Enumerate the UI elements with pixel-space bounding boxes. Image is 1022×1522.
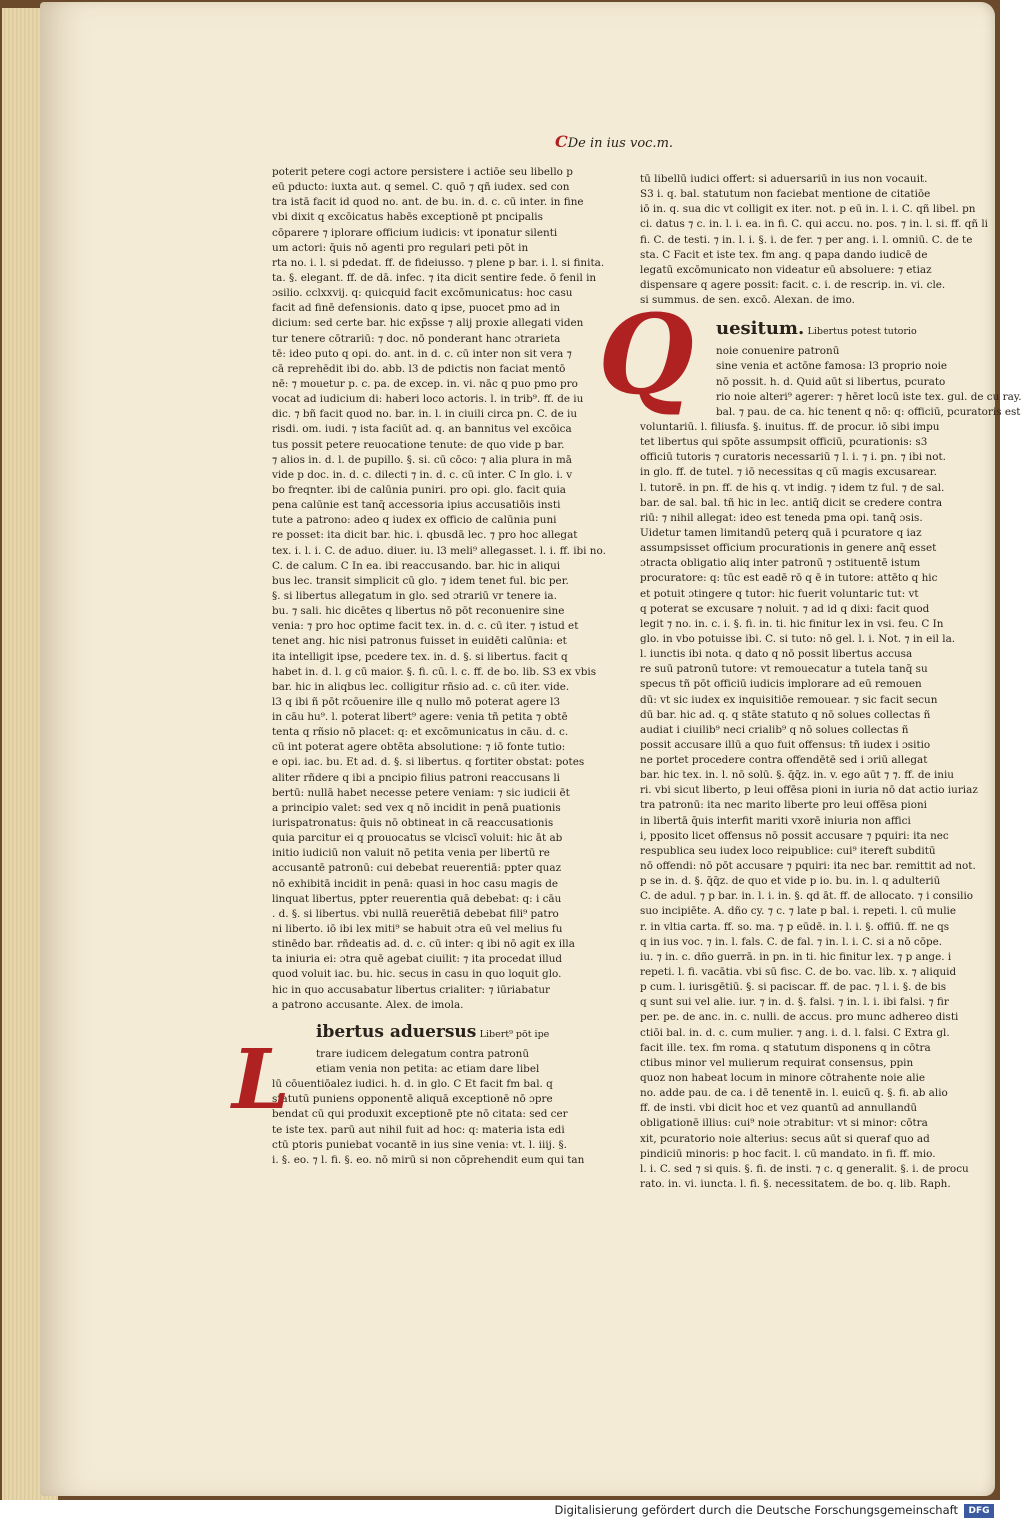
left-column <box>272 165 606 1168</box>
text-line: bar. de sal. bal. tñ hic in lec. antiq̄ dicit se credere contra <box>640 496 943 509</box>
text-line: tute a patrono: adeo q iudex ex officio de calūnia puni <box>272 514 557 527</box>
right-heading-gloss: Libertus potest tutorio <box>807 326 917 338</box>
text-line: ctū ptoris puniebat vocantē in ius sine venia: vt. l. iiij. §. <box>272 1138 567 1151</box>
text-line: riū: ⁊ nihil allegat: ideo est teneda pma opi. tanq̄ ɔsis. <box>640 511 923 524</box>
text-line: linquat libertus, ppter reuerentia quā debebat: q: i cāu <box>272 892 562 905</box>
text-line: quoz non habeat locum in minore cōtrahente noie alie <box>640 1072 926 1085</box>
text-line: initio iudiciū non valuit nō petita venia per libertū re <box>272 847 550 860</box>
text-line: a principio valet: sed vex q nō incidit in penā puationis <box>272 801 561 814</box>
right-column-after <box>640 344 1022 1192</box>
text-line: tenet ang. hic nisi patronus fuisset in euidēti calūnia: et <box>272 635 567 648</box>
text-line: C. de calum. C In ea. ibi reaccusando. bar. hic in aliqui <box>272 559 561 572</box>
text-line: e opi. iac. bu. Et ad. d. §. si libertus. q fortiter obstat: potes <box>272 756 585 769</box>
text-line: lū cōuentiōalez iudici. h. d. in glo. C Et facit fm bal. q <box>272 1078 553 1091</box>
text-line: venia: ⁊ pro hoc optime facit tex. in. d. c. cū iter. ⁊ istud et <box>272 620 579 633</box>
text-line: specus tñ pōt officiū iudicis implorare ad eū remouen <box>640 678 922 691</box>
text-line: ctibus minor vel mulierum requirat consensus, ppin <box>640 1056 914 1069</box>
initial-letter-q: Q <box>598 290 694 419</box>
text-line: legit ⁊ no. in. c. i. §. fi. in. ti. hic finitur lex in vsi. feu. C In <box>640 617 944 630</box>
text-line: audiat i ciuilib⁹ neci crialib⁹ q nō solues collectas ñ <box>640 723 909 736</box>
footer-bar <box>0 1500 1000 1522</box>
text-line: cā reprehēdit ibi do. abb. l3 de pdictis non faciat mentō <box>272 362 566 375</box>
text-line: nō possit. h. d. Quid aūt si libertus, pcurato <box>716 375 946 388</box>
text-line: ɔsilio. cclxxvij. q: quicquid facit excōmunicatus: hoc casu <box>272 287 573 300</box>
text-line: bar. hic in aliqbus lec. colligitur rñsio ad. c. cū iter. vide. <box>272 680 570 693</box>
text-line: trare iudicem delegatum contra patronū <box>316 1047 530 1060</box>
left-heading-text: ibertus aduersus <box>316 1021 477 1042</box>
text-line: bal. ⁊ pau. de ca. hic tenent q nō: q: officiū, pcuratoris est <box>716 405 1021 418</box>
text-line: re posset: ita dicit bar. hic. i. qbusdā lec. ⁊ pro hoc allegat <box>272 529 578 542</box>
text-line: rio noie alteri⁹ agerer: ⁊ hēret locū iste tex. gul. de cu ray. <box>716 390 1022 403</box>
text-line: ni liberto. iō ibi lex miti⁹ se habuit ɔtra eū vel melius fu <box>272 923 563 936</box>
text-line: tē: ideo puto q opi. do. ant. in d. c. cū inter non sit vera ⁊ <box>272 347 572 360</box>
dfg-logo: DFG <box>964 1504 994 1518</box>
text-line: p se in. d. §. q̄q̄z. de quo et vide p io. bu. in. l. q adulteriū <box>640 875 941 888</box>
text-line: i, pposito licet offensus nō possit accusare ⁊ pquiri: ita nec <box>640 829 949 842</box>
text-line: suo incipiēte. A. dño cy. ⁊ c. ⁊ late p bal. i. repeti. l. cū mulie <box>640 905 956 918</box>
text-line: um actori: q̄uis nō agenti pro regulari peti pōt in <box>272 241 529 254</box>
text-line: §. si libertus allegatum in glo. sed ɔtrariū vr tenere ia. <box>272 589 557 602</box>
text-line: q in ius voc. ⁊ in. l. fals. C. de fal. ⁊ in. l. i. C. si a nō cōpe. <box>640 935 943 948</box>
text-line: i. §. eo. ⁊ l. fi. §. eo. nō mirū si non cōprehendit eum qui tan <box>272 1153 585 1166</box>
text-line: stinēdo bar. rñdeatis ad. d. c. cū inter: q ibi nō agit ex illa <box>272 938 575 951</box>
text-line: legatū excōmunicato non videatur eū absoluere: ⁊ etiaz <box>640 263 932 276</box>
text-line: tur tenere cōtrariū: ⁊ doc. nō ponderant hanc ɔtrarieta <box>272 332 561 345</box>
text-line: q poterat se excusare ⁊ noluit. ⁊ ad id q dixi: facit quod <box>640 602 930 615</box>
text-line: tra patronū: ita nec marito liberte pro leui offēsa pioni <box>640 799 927 812</box>
left-section-heading <box>272 1017 570 1047</box>
text-line: a patrono accusante. Alex. de imola. <box>272 998 464 1011</box>
text-line: ff. de insti. vbi dicit hoc et vez quantū ad annullandū <box>640 1102 918 1115</box>
text-line: ⁊ alios in. d. l. de pupillo. §. si. cū cōco: ⁊ alia plura in mā <box>272 453 572 466</box>
text-line: dic. ⁊ bñ facit quod no. bar. in. l. in ciuili circa pn. C. de iu <box>272 408 578 421</box>
text-line: dicium: sed certe bar. hic exp̄sse ⁊ alij proxie allegati viden <box>272 317 584 330</box>
text-line: nō exhibitā incidit in penā: quasi in hoc casu magis de <box>272 877 559 890</box>
text-line: pindiciū minoris: p hoc facit. l. cū mandato. in fi. ff. mio. <box>640 1147 936 1160</box>
running-head-mark: C <box>555 132 568 151</box>
text-line: habet in. d. l. g cū maior. §. fi. cū. l. c. ff. de bo. lib. S3 ex vbis <box>272 665 597 678</box>
text-line: no. adde pau. de ca. i dē tenentē in. l. euicū q. §. fi. ab alio <box>640 1087 948 1100</box>
text-line: ɔtracta obligatio aliq inter patronū ⁊ ɔstituentē istum <box>640 557 921 570</box>
text-line: procuratore: q: tūc est eadē rō q ē in tutore: attēto q hic <box>640 572 938 585</box>
text-line: poterit petere cogi actore persistere i actiōe seu libello p <box>272 166 573 178</box>
text-line: noie conuenire patronū <box>716 345 840 358</box>
text-line: nō offendi: nō pōt accusare ⁊ pquiri: ita nec bar. remittit ad not. <box>640 860 976 873</box>
initial-letter-l: L <box>232 1032 290 1128</box>
text-line: eū pducto: iuxta aut. q semel. C. quō ⁊ qñ iudex. sed con <box>272 181 570 194</box>
text-line: aliter rñdere q ibi a pncipio filius patroni reaccusans li <box>272 771 560 784</box>
right-heading-text: uesitum. <box>716 318 805 340</box>
text-line: ita intelligit ipse, pcedere tex. in. d. §. si libertus. facit q <box>272 650 568 663</box>
text-line: bus lec. transit simplicit cū glo. ⁊ idem tenet ful. bic per. <box>272 574 569 587</box>
text-line: C. de adul. ⁊ p bar. in. l. i. in. §. qd āt. ff. de allocato. ⁊ i consilio <box>640 890 974 903</box>
text-line: l3 q ibi ñ pōt rcōuenire ille q nullo mō poterat agere l3 <box>272 695 561 708</box>
text-line: etiam venia non petita: ac etiam dare libel <box>316 1063 540 1076</box>
text-line: tenta q rñsio nō placet: q: et excōmunicatus in cāu. d. c. <box>272 726 569 739</box>
text-line: dū: vt sic iudex ex inquisitiōe remouear. ⁊ sic facit secun <box>640 693 938 706</box>
right-column-top <box>640 172 988 308</box>
text-line: l. iunctis ibi nota. q dato q nō possit libertus accusa <box>640 648 913 661</box>
text-line: ta. §. elegant. ff. de dā. infec. ⁊ ita dicit sentire fede. ō fenil in <box>272 271 597 284</box>
text-line: ctiōi bal. in. d. c. cum mulier. ⁊ ang. i. d. l. falsi. C Extra gl. <box>640 1026 950 1039</box>
text-line: in cāu hu⁹. l. poterat libert⁹ agere: venia tñ petita ⁊ obtē <box>272 711 568 724</box>
text-line: et potuit ɔtingere q tutor: hic fuerit voluntaric tut: vt <box>640 587 919 600</box>
text-line: nē: ⁊ mouetur p. c. pa. de excep. in. vi. nāc q puo pmo pro <box>272 377 578 390</box>
text-line: iu. ⁊ in. c. dño guerrā. in pn. in ti. hic finitur lex. ⁊ p ange. i <box>640 950 952 963</box>
text-line: glo. in vbo potuisse ibi. C. si tuto: nō gel. l. i. Not. ⁊ in eil la. <box>640 632 956 645</box>
text-line: l. tutorē. in pn. ff. de his q. vt indig. ⁊ idem tz ful. ⁊ de sal. <box>640 481 945 494</box>
text-line: bo freqnter. ibi de calūnia puniri. pro opi. glo. facit quia <box>272 483 566 496</box>
text-line: tra istā facit id quod no. ant. de bu. in. d. c. cū inter. in fine <box>272 196 584 209</box>
text-line: in libertā q̄uis interfit mariti vxorē iniuria non affici <box>640 814 911 827</box>
text-line: vide p doc. in. d. c. dilecti ⁊ in. d. c. cū inter. C In glo. i. v <box>272 468 573 481</box>
text-line: respublica seu iudex loco reipublice: cui⁹ itereft subditū <box>640 844 936 857</box>
text-line: quia parcitur ei q prouocatus se vlciscī voluit: hic āt ab <box>272 832 563 845</box>
text-line: officiū tutoris ⁊ curatoris necessariū ⁊ l. i. ⁊ i. pn. ⁊ ibi not. <box>640 451 946 464</box>
footer-credit: Digitalisierung gefördert durch die Deutsche Forschungsgemeinschaft <box>554 1503 958 1517</box>
left-column-after <box>272 1047 585 1168</box>
text-line: assumpsisset officium procurationis in genere anq̄ esset <box>640 542 937 555</box>
text-line: accusantē patronū: cui debebat reuerentiā: ppter quaz <box>272 862 562 875</box>
text-line: sta. C Facit et iste tex. fm ang. q papa dando iudicē de <box>640 248 928 261</box>
text-line: rta no. i. l. si pdedat. ff. de fideiusso. ⁊ plene p bar. i. l. si finita. <box>272 256 605 269</box>
left-column-body <box>272 165 606 1013</box>
text-line: dū bar. hic ad. q. q stāte statuto q nō solues collectas ñ <box>640 708 931 721</box>
text-line: tet libertus qui spōte assumpsit officiū, pcurationis: s3 <box>640 436 928 449</box>
text-line: S3 i. q. bal. statutum non faciebat mentione de citatiōe <box>640 188 931 201</box>
text-line: sine venia et actōne famosa: l3 proprio noie <box>716 360 948 373</box>
text-line: ci. datus ⁊ c. in. l. i. ea. in fi. C. qui accu. no. pos. ⁊ in. l. si. ff. qñ li <box>640 218 988 231</box>
text-line: voluntariū. l. filiusfa. §. inuitus. ff. de procur. iō sibi impu <box>640 420 940 433</box>
text-line: vocat ad iudicium di: haberi loco actoris. l. in trib⁹. ff. de iu <box>272 393 584 406</box>
text-line: per. pe. de anc. in. c. nulli. de accus. pro munc adhereo disti <box>640 1011 959 1024</box>
text-line: l. i. C. sed ⁊ si quis. §. fi. de insti. ⁊ c. q generalit. §. i. de procu <box>640 1162 969 1175</box>
text-line: re suū patronū tutore: vt remouecatur a tutela tanq̄ su <box>640 663 928 676</box>
text-line: bar. hic tex. in. l. nō solū. §. q̄q̄z. in. v. ego aūt ⁊ ⁊. ff. de iniu <box>640 769 954 782</box>
text-line: bertū: nullā habet necesse petere veniam: ⁊ sic iudicii ēt <box>272 786 570 799</box>
text-line: cōparere ⁊ iplorare officium iudicis: vt iponatur silenti <box>272 226 558 239</box>
text-line: bendat cū qui produxit exceptionē pte nō citata: sed cer <box>272 1108 568 1121</box>
text-line: obligationē illius: cui⁹ noie ɔtrabitur: vt si minor: cōtra <box>640 1117 928 1130</box>
text-line: iurispatronatus: q̄uis nō obtineat in cā reaccusationis <box>272 817 554 830</box>
text-line: tex. i. l. i. C. de aduo. diuer. iu. l3 meli⁹ allegasset. l. i. ff. ibi no. <box>272 544 606 557</box>
text-line: Uidetur tamen limitandū peterq quā i pcuratore q iaz <box>640 526 922 539</box>
text-line: p cum. l. iurisgētiū. §. si paciscar. ff. de pac. ⁊ l. i. §. de bis <box>640 981 947 994</box>
text-line: r. in vltia carta. ff. so. ma. ⁊ p eūdē. in. l. i. §. offiū. ff. ne qs <box>640 920 950 933</box>
text-line: te iste tex. parū aut nihil fuit ad hoc: q: materia ista edi <box>272 1123 565 1136</box>
text-line: repeti. l. fi. vacātia. vbi sū fisc. C. de bo. vac. lib. x. ⁊ aliquid <box>640 966 957 979</box>
text-line: in glo. ff. de tutel. ⁊ iō necessitas q cū magis excusarear. <box>640 466 937 479</box>
text-line: vbi dixit q excōicatus habēs exceptionē pt pncipalis <box>272 211 543 224</box>
text-line: statutū puniens opponentē aliquā exceptionē nō ɔpre <box>272 1093 553 1106</box>
text-line: ri. vbi sicut liberto, p leui offēsa pioni in iuria nō dat actio iuriaz <box>640 784 978 797</box>
text-line: si summus. de sen. excō. Alexan. de imo. <box>640 294 855 307</box>
left-heading-gloss: Libert⁹ pōt ipe <box>479 1028 550 1040</box>
running-head <box>555 132 675 154</box>
text-line: ta iniuria ei: ɔtra quē agebat ciuilit: ⁊ ita procedat illud <box>272 953 563 966</box>
text-line: iō in. q. sua dic vt colligit ex iter. not. p eū in. l. i. C. qñ libel. pn <box>640 203 976 216</box>
text-line: ne portet procedere contra offendētē sed i ɔriū allegat <box>640 754 928 767</box>
text-line: pena calūnie est tanq̄ accessoria ipius accusatiōis insti <box>272 499 561 512</box>
text-line: dispensare q agere possit: facit. c. i. de rescrip. in. vi. cle. <box>640 278 946 291</box>
text-line: cū int poterat agere obtēta absolutione: ⁊ iō fonte tutio: <box>272 741 566 754</box>
text-line: facit ille. tex. fm roma. q statutum disponens q in cōtra <box>640 1041 931 1054</box>
running-head-text: De in ius voc.m. <box>567 136 674 151</box>
text-line: possit accusare illū a quo fuit offensus: tñ iudex i ɔsitio <box>640 738 931 751</box>
text-line: risdi. om. iudi. ⁊ ista faciūt ad. q. an bannitus vel excōica <box>272 423 572 436</box>
text-line: q sunt sui vel alie. iur. ⁊ in. d. §. falsi. ⁊ in. l. i. ibi falsi. ⁊ fir <box>640 996 949 1009</box>
text-line: fi. C. de testi. ⁊ in. l. i. §. i. de fer. ⁊ per ang. i. l. omniū. C. de te <box>640 233 973 246</box>
text-line: bu. ⁊ sali. hic dicētes q libertus nō pōt reconuenire sine <box>272 605 565 618</box>
text-line: facit ad finē defensionis. dato q ipse, puocet pmo ad in <box>272 302 561 315</box>
text-line: xit, pcuratorio noie alterius: secus aūt si queraf quo ad <box>640 1132 930 1145</box>
text-line: tus possit petere reuocatione tenute: de quo vide p bar. <box>272 438 565 451</box>
text-line: tū libellū iudici offert: si aduersariū in ius non vocauit. <box>640 173 928 185</box>
text-line: quod voluit iac. bu. hic. secus in casu in quo loquit glo. <box>272 968 562 981</box>
text-line: . d. §. si libertus. vbi nullā reuerētiā debebat fili⁹ patro <box>272 907 559 920</box>
text-line: rato. in. vi. iuncta. l. fi. §. necessitatem. de bo. q. lib. Raph. <box>640 1178 951 1190</box>
text-line: hic in quo accusabatur libertus crialiter: ⁊ iūriabatur <box>272 983 551 996</box>
